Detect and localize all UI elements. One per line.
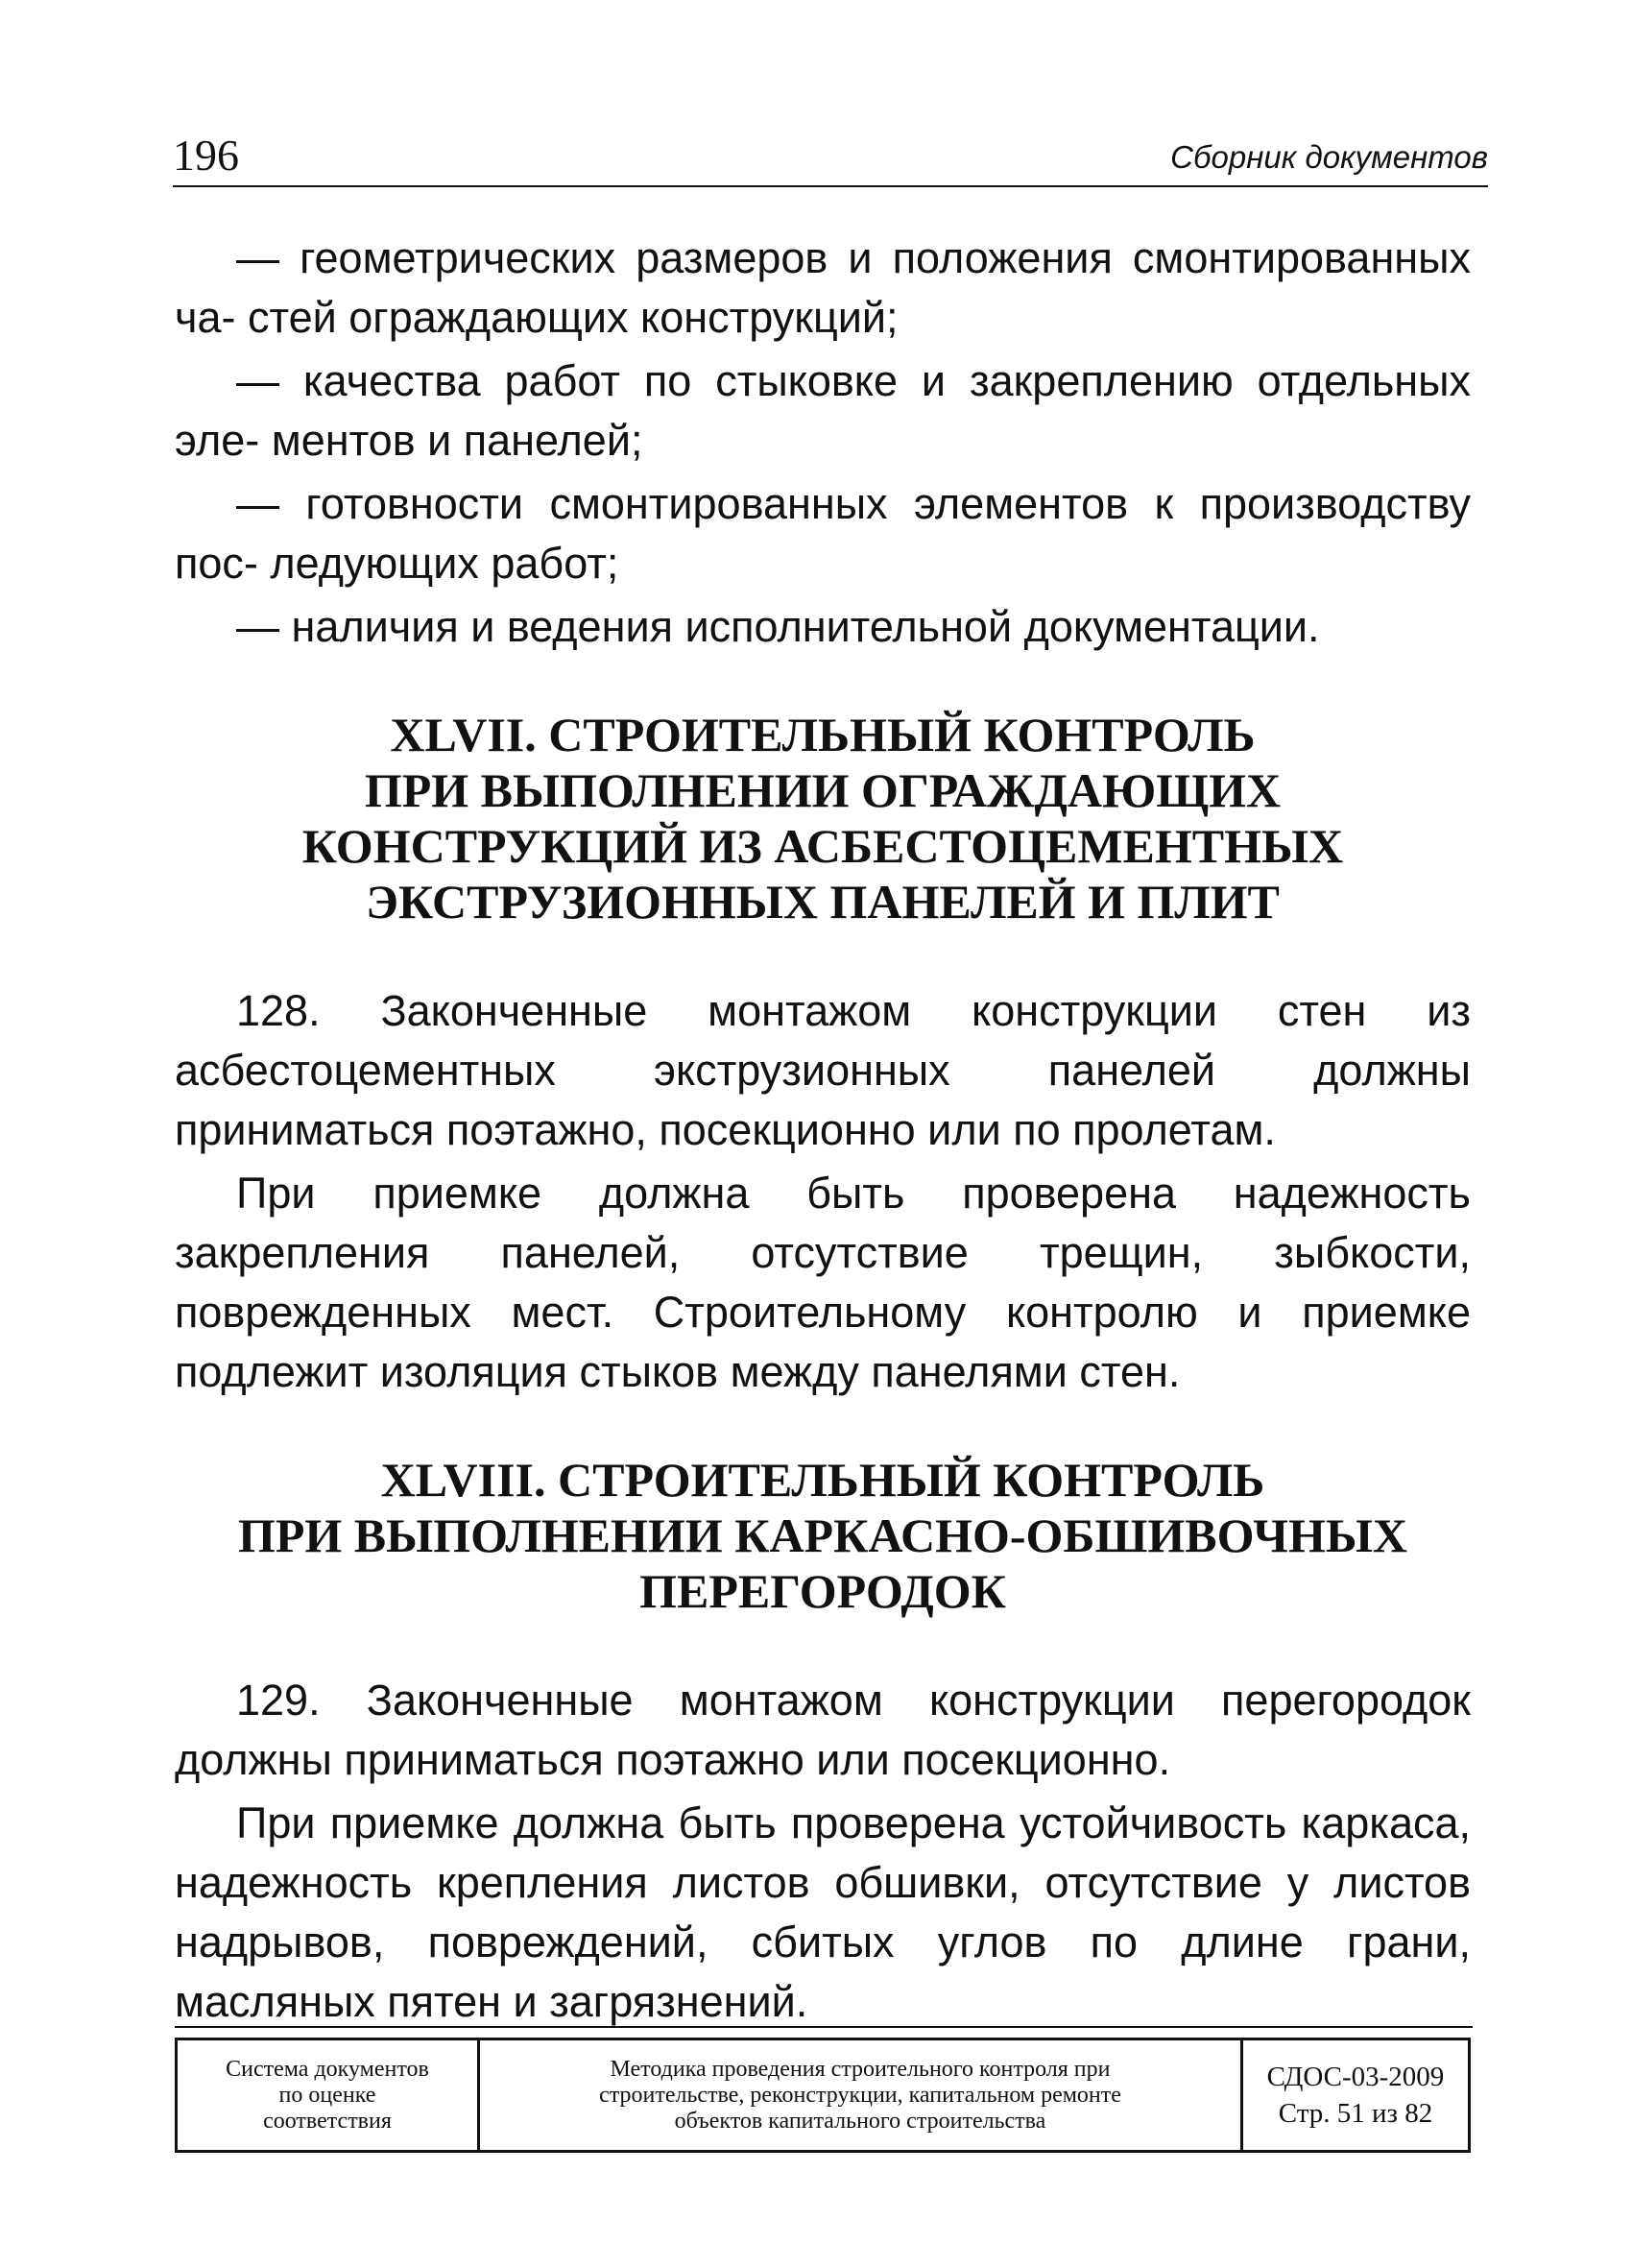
- paragraph: При приемке должна быть проверена устойчивость каркаса, надежность крепления листов обшивки, отсутствие у листов надрывов, повреждений, сбитых углов по длине грани, масляных пятен и загрязнений.: [175, 1798, 1471, 2026]
- page-content: [175, 229, 1471, 2032]
- section-heading-xlvii: XLVII. СТРОИТЕЛЬНЫЙ КОНТРОЛЬ ПРИ ВЫПОЛНЕНИИ ОГРАЖДАЮЩИХ КОНСТРУКЦИЙ ИЗ АСБЕСТОЦЕМЕНТНЫХ ЭКСТРУЗИОННЫХ ПАНЕЛЕЙ И ПЛИТ: [301, 708, 1344, 929]
- running-header-title: Сборник документов: [1170, 139, 1488, 175]
- intro-list: [175, 229, 1471, 657]
- footer-system-cell: Система документов по оценке соответствия: [178, 2040, 480, 2150]
- footer-code-cell: [1243, 2040, 1468, 2150]
- footer-method-cell: Методика проведения строительного контроля при строительстве, реконструкции, капитальном ремонте объектов капитального строительства: [480, 2040, 1243, 2150]
- list-item: — готовности смонтированных элементов к производству пос- ледующих работ;: [175, 479, 1471, 588]
- document-code: СДОС-03-2009: [1266, 2062, 1445, 2092]
- list-item: — геометрических размеров и положения смонтированных ча- стей ограждающих конструкций;: [175, 233, 1471, 342]
- page-number: 196: [173, 131, 239, 180]
- paragraph-129: 129. Законченные монтажом конструкции перегородок должны приниматься поэтажно или посекционно.: [175, 1676, 1471, 1784]
- footer-table: [175, 2038, 1471, 2153]
- page-counter: Стр. 51 из 82: [1278, 2098, 1433, 2129]
- section-heading-xlviii: XLVIII. СТРОИТЕЛЬНЫЙ КОНТРОЛЬ ПРИ ВЫПОЛНЕНИИ КАРКАСНО-ОБШИВОЧНЫХ ПЕРЕГОРОДОК: [237, 1453, 1408, 1618]
- paragraph: При приемке должна быть проверена надежность закрепления панелей, отсутствие трещин, зыбкости, поврежденных мест. Строительному контролю и приемке подлежит изоляция стыков между панелями стен.: [175, 1169, 1471, 1396]
- paragraph-128: 128. Законченные монтажом конструкции стен из асбестоцементных экструзионных панелей должны приниматься поэтажно, посекционно или по пролетам.: [175, 986, 1471, 1154]
- page-header: [173, 130, 1488, 187]
- list-item: — наличия и ведения исполнительной документации.: [236, 602, 1320, 651]
- list-item: — качества работ по стыковке и закреплению отдельных эле- ментов и панелей;: [175, 356, 1471, 465]
- footer-divider: [175, 2026, 1473, 2028]
